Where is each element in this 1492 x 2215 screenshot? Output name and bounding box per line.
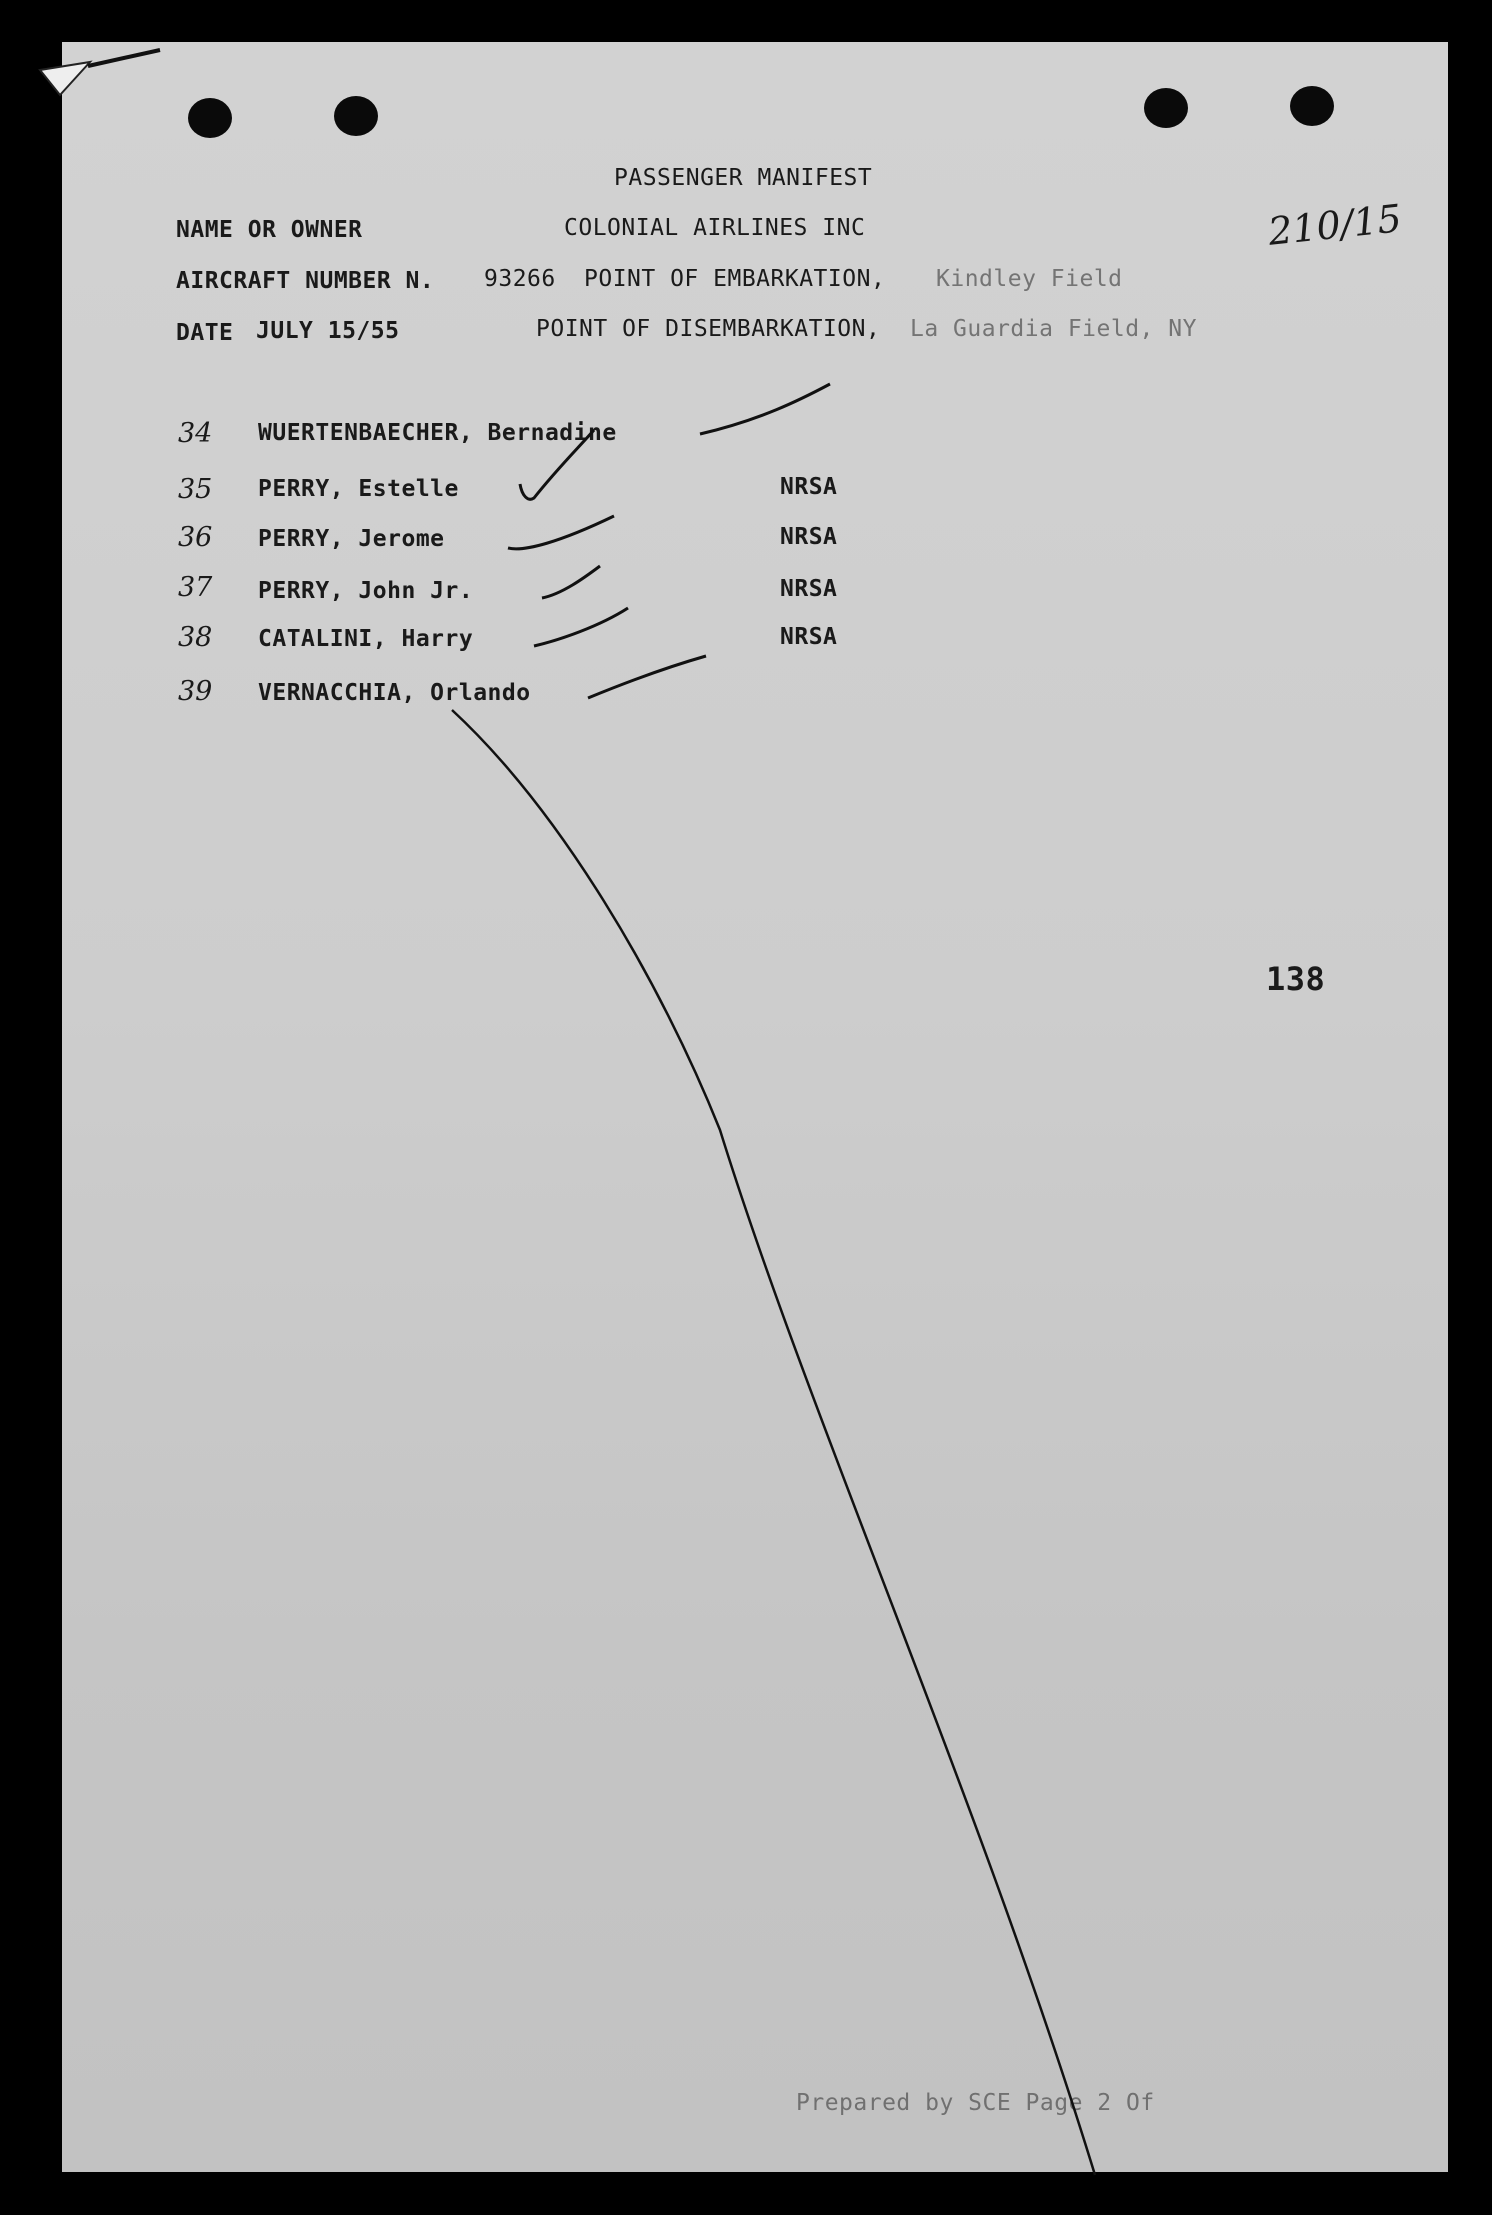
punch-hole — [1144, 88, 1188, 128]
disembarkation-label: POINT OF DISEMBARKATION, — [536, 316, 881, 342]
manifest-title: PASSENGER MANIFEST — [614, 165, 873, 191]
passenger-status: NRSA — [780, 624, 838, 650]
page-stamp: 138 — [1266, 960, 1326, 998]
passenger-name: VERNACCHIA, Orlando — [258, 680, 531, 706]
passenger-name: PERRY, Estelle — [258, 476, 459, 502]
owner-label: NAME OR OWNER — [176, 217, 363, 243]
date-value: JULY 15/55 — [256, 318, 400, 344]
passenger-status: NRSA — [780, 576, 838, 602]
passenger-name: PERRY, Jerome — [258, 526, 445, 552]
passenger-number: 36 — [178, 522, 213, 553]
passenger-status: NRSA — [780, 474, 838, 500]
passenger-number: 37 — [178, 572, 213, 603]
passenger-number: 34 — [178, 418, 213, 449]
embarkation-value: Kindley Field — [936, 266, 1123, 292]
punch-hole — [334, 96, 378, 136]
passenger-status: NRSA — [780, 524, 838, 550]
disembarkation-value: La Guardia Field, NY — [910, 316, 1197, 342]
file-number: 210/15 — [1266, 196, 1404, 254]
date-label: DATE — [176, 320, 234, 346]
aircraft-number: 93266 — [484, 266, 556, 292]
punch-hole — [1290, 86, 1334, 126]
passenger-number: 35 — [178, 474, 213, 505]
punch-hole — [188, 98, 232, 138]
manifest-page — [62, 42, 1448, 2172]
aircraft-label: AIRCRAFT NUMBER N. — [176, 268, 435, 294]
passenger-name: PERRY, John Jr. — [258, 578, 474, 604]
footer-note: Prepared by SCE Page 2 Of — [796, 2090, 1155, 2116]
embarkation-label: POINT OF EMBARKATION, — [584, 266, 886, 292]
passenger-name: CATALINI, Harry — [258, 626, 474, 652]
owner-value: COLONIAL AIRLINES INC — [564, 215, 866, 241]
passenger-number: 39 — [178, 676, 213, 707]
passenger-number: 38 — [178, 622, 213, 653]
passenger-name: WUERTENBAECHER, Bernadine — [258, 420, 617, 446]
